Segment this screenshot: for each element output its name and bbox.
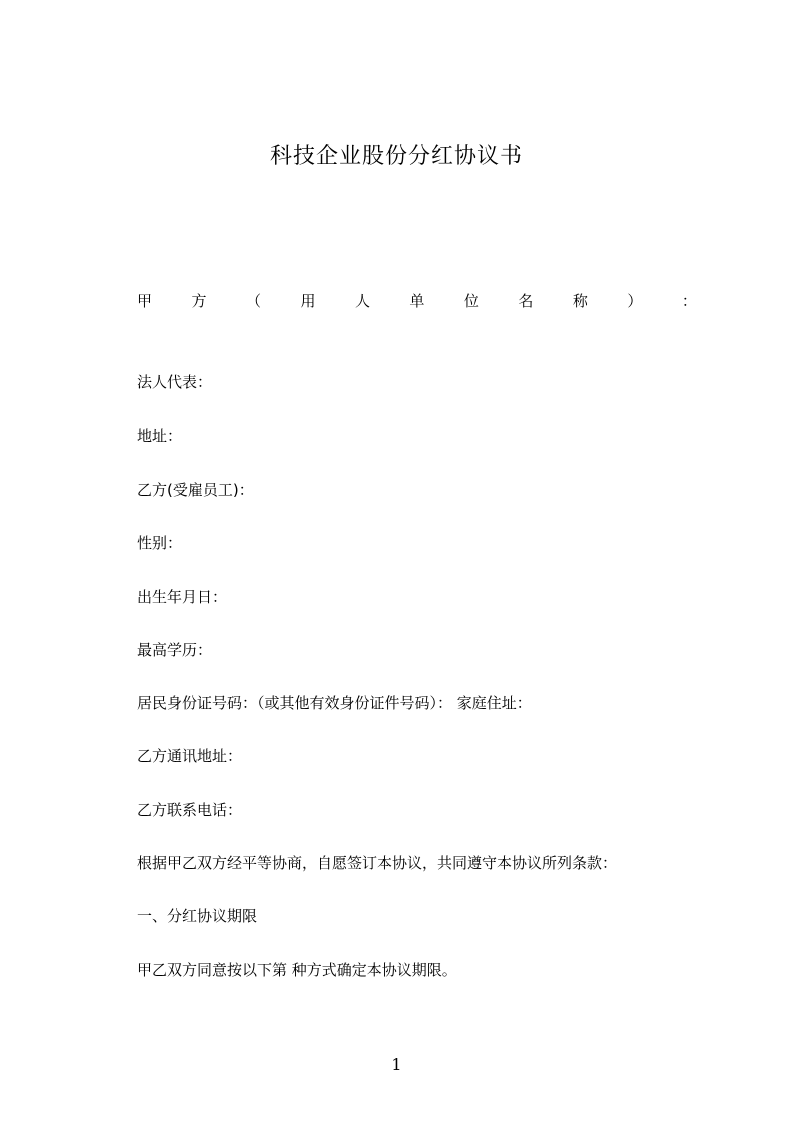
- education-line: 最高学历：: [137, 641, 213, 659]
- party-a-char: （: [245, 292, 261, 310]
- party-a-char: 人: [354, 292, 370, 310]
- document-title: 科技企业股份分红协议书: [269, 144, 523, 169]
- party-a-char: ）: [627, 292, 643, 310]
- agreement-intro-line: 根据甲乙双方经平等协商，自愿签订本协议，共同遵守本协议所列条款：: [137, 854, 618, 872]
- party-a-line: [137, 290, 697, 312]
- birth-date-line: 出生年月日：: [137, 588, 228, 606]
- party-a-char: ：: [681, 292, 697, 310]
- party-a-char: 单: [409, 292, 425, 310]
- party-b-address-line: 乙方通讯地址：: [137, 747, 243, 765]
- party-a-char: 用: [300, 292, 316, 310]
- party-a-char: 位: [463, 292, 479, 310]
- gender-line: 性别：: [137, 534, 183, 552]
- term-line: 甲乙双方同意按以下第 种方式确定本协议期限。: [137, 961, 457, 979]
- legal-representative-line: 法人代表：: [137, 373, 213, 391]
- section-heading: 一、分红协议期限: [137, 907, 258, 925]
- page-number: 1: [391, 1055, 402, 1074]
- party-b-line: 乙方(受雇员工)：: [137, 481, 254, 499]
- address-line: 地址：: [137, 427, 183, 445]
- party-b-phone-line: 乙方联系电话：: [137, 801, 243, 819]
- party-a-char: 名: [518, 292, 534, 310]
- party-a-char: 称: [572, 292, 588, 310]
- party-a-char: 甲: [137, 292, 153, 310]
- id-number-line: 居民身份证号码：（或其他有效身份证件号码）： 家庭住址：: [137, 694, 532, 712]
- party-a-char: 方: [191, 292, 207, 310]
